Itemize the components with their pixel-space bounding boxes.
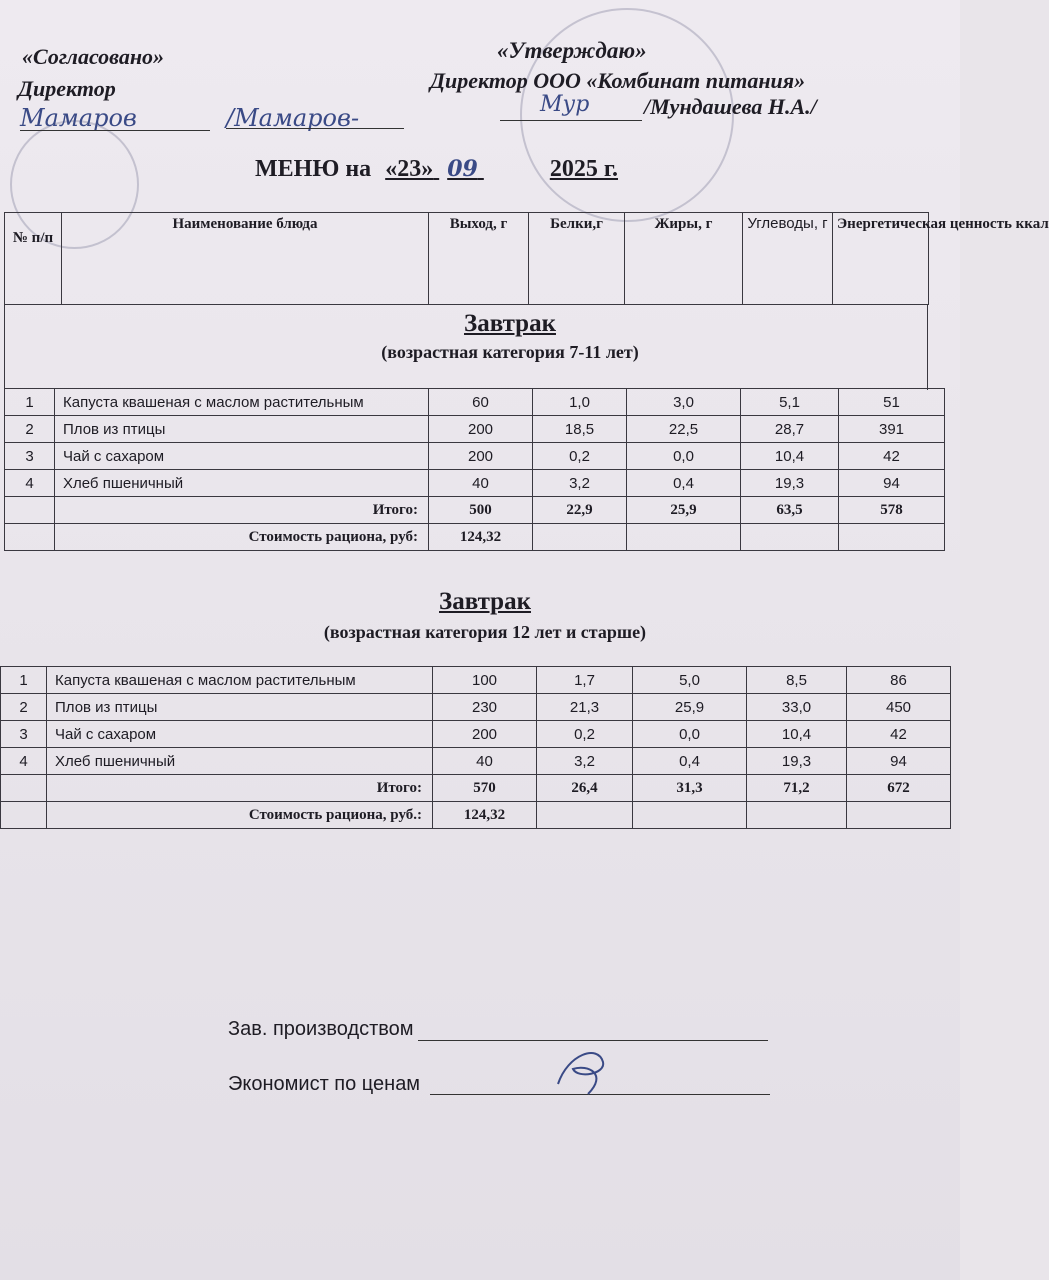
- dish-protein: 1,7: [537, 667, 633, 694]
- dish-carbs: 10,4: [741, 443, 839, 470]
- table-row: [1, 694, 951, 721]
- menu-date-day: [385, 156, 544, 183]
- dish-yield: 230: [433, 694, 537, 721]
- dish-name: Хлеб пшеничный: [47, 748, 433, 775]
- agreed-signature: Мамаров: [20, 104, 137, 132]
- row-number: 2: [1, 694, 47, 721]
- economist-signature-mark: [548, 1044, 618, 1104]
- section-1-title: Завтрак: [464, 310, 556, 337]
- menu-date-year: 2025 г.: [549, 156, 619, 182]
- total-spacer: [1, 775, 47, 802]
- total-label: Итого:: [47, 775, 433, 802]
- section-1-subtitle: (возрастная категория 7-11 лет): [381, 342, 639, 362]
- agreed-signature-name: /Мамаров-: [226, 104, 360, 132]
- column-yield: Выход, г: [429, 213, 529, 305]
- dish-yield: 40: [433, 748, 537, 775]
- column-protein: Белки,г: [529, 213, 625, 305]
- dish-protein: 0,2: [533, 443, 627, 470]
- total-fat: 25,9: [627, 497, 741, 524]
- table-row: [5, 443, 945, 470]
- row-number: 1: [5, 389, 55, 416]
- dish-kcal: 391: [839, 416, 945, 443]
- dish-carbs: 19,3: [747, 748, 847, 775]
- dish-kcal: 42: [839, 443, 945, 470]
- empty-cell: [741, 524, 839, 551]
- cost-row: [5, 524, 945, 551]
- dish-fat: 0,4: [633, 748, 747, 775]
- total-protein: 26,4: [537, 775, 633, 802]
- cost-label: Стоимость рациона, руб.:: [47, 802, 433, 829]
- dish-fat: 0,4: [627, 470, 741, 497]
- dish-carbs: 33,0: [747, 694, 847, 721]
- dish-fat: 22,5: [627, 416, 741, 443]
- production-manager-line: [418, 1040, 768, 1041]
- total-carbs: 63,5: [741, 497, 839, 524]
- approve-signature-line: [500, 120, 642, 121]
- total-kcal: 578: [839, 497, 945, 524]
- dish-fat: 3,0: [627, 389, 741, 416]
- cost-spacer: [5, 524, 55, 551]
- menu-title-prefix: МЕНЮ на: [255, 156, 372, 182]
- dish-carbs: 5,1: [741, 389, 839, 416]
- dish-fat: 0,0: [627, 443, 741, 470]
- cost-label: Стоимость рациона, руб:: [55, 524, 429, 551]
- dish-kcal: 51: [839, 389, 945, 416]
- empty-cell: [533, 524, 627, 551]
- dish-protein: 18,5: [533, 416, 627, 443]
- dish-yield: 60: [429, 389, 533, 416]
- menu-date-month: 09: [447, 156, 478, 182]
- total-kcal: 672: [847, 775, 951, 802]
- dish-kcal: 42: [847, 721, 951, 748]
- row-number: 4: [1, 748, 47, 775]
- production-manager-label: Зав. производством: [228, 1018, 414, 1040]
- total-protein: 22,9: [533, 497, 627, 524]
- dish-fat: 0,0: [633, 721, 747, 748]
- table-row: [1, 667, 951, 694]
- menu-title: [255, 156, 618, 183]
- row-number: 4: [5, 470, 55, 497]
- approve-position: Директор ООО «Комбинат питания»: [430, 68, 806, 93]
- agreed-name-line: [226, 128, 404, 129]
- empty-cell: [537, 802, 633, 829]
- section-2-table: [0, 666, 951, 829]
- section-2-subtitle: (возрастная категория 12 лет и старше): [323, 622, 647, 642]
- dish-kcal: 450: [847, 694, 951, 721]
- row-number: 1: [1, 667, 47, 694]
- total-row: [5, 497, 945, 524]
- agreed-signature-line: [20, 130, 210, 131]
- total-label: Итого:: [55, 497, 429, 524]
- total-yield: 570: [433, 775, 537, 802]
- dish-protein: 21,3: [537, 694, 633, 721]
- dish-protein: 3,2: [537, 748, 633, 775]
- row-number: 2: [5, 416, 55, 443]
- column-number: № п/п: [5, 213, 62, 305]
- dish-protein: 0,2: [537, 721, 633, 748]
- table-row: [5, 470, 945, 497]
- dish-name: Плов из птицы: [47, 694, 433, 721]
- total-spacer: [5, 497, 55, 524]
- column-carbs: Углеводы, г: [743, 213, 833, 305]
- section-2-title: Завтрак: [439, 588, 531, 615]
- dish-yield: 200: [429, 443, 533, 470]
- agreed-label: «Согласовано»: [22, 44, 165, 69]
- table-row: [1, 748, 951, 775]
- dish-name: Плов из птицы: [55, 416, 429, 443]
- empty-cell: [633, 802, 747, 829]
- approve-label: «Утверждаю»: [497, 38, 647, 63]
- dish-fat: 5,0: [633, 667, 747, 694]
- total-carbs: 71,2: [747, 775, 847, 802]
- dish-carbs: 28,7: [741, 416, 839, 443]
- cost-value: 124,32: [433, 802, 537, 829]
- total-fat: 31,3: [633, 775, 747, 802]
- dish-carbs: 19,3: [741, 470, 839, 497]
- column-fat: Жиры, г: [625, 213, 743, 305]
- dish-name: Хлеб пшеничный: [55, 470, 429, 497]
- dish-carbs: 8,5: [747, 667, 847, 694]
- dish-yield: 100: [433, 667, 537, 694]
- dish-kcal: 94: [847, 748, 951, 775]
- cost-row: [1, 802, 951, 829]
- dish-kcal: 94: [839, 470, 945, 497]
- dish-name: Капуста квашеная с маслом растительным: [55, 389, 429, 416]
- dish-protein: 1,0: [533, 389, 627, 416]
- empty-cell: [627, 524, 741, 551]
- dish-yield: 40: [429, 470, 533, 497]
- column-energy: Энергетическая ценность ккал: [833, 213, 929, 305]
- approve-name: /Мундашева Н.А./: [644, 94, 817, 119]
- economist-label: Экономист по ценам: [228, 1073, 421, 1095]
- menu-date-day-value: «23»: [385, 156, 434, 182]
- empty-cell: [747, 802, 847, 829]
- total-yield: 500: [429, 497, 533, 524]
- empty-cell: [839, 524, 945, 551]
- table-row: [1, 721, 951, 748]
- row-number: 3: [5, 443, 55, 470]
- section-1-table: [4, 388, 945, 551]
- cost-value: 124,32: [429, 524, 533, 551]
- dish-yield: 200: [429, 416, 533, 443]
- dish-name: Чай с сахаром: [47, 721, 433, 748]
- row-number: 3: [1, 721, 47, 748]
- cost-spacer: [1, 802, 47, 829]
- column-dish-name: Наименование блюда: [62, 213, 429, 305]
- table-row: [5, 416, 945, 443]
- empty-cell: [847, 802, 951, 829]
- dish-carbs: 10,4: [747, 721, 847, 748]
- approve-signature: Мур: [540, 92, 590, 117]
- dish-name: Капуста квашеная с маслом растительным: [47, 667, 433, 694]
- total-row: [1, 775, 951, 802]
- dish-yield: 200: [433, 721, 537, 748]
- dish-fat: 25,9: [633, 694, 747, 721]
- table-row: [5, 389, 945, 416]
- agreed-position: Директор: [18, 76, 116, 101]
- menu-table-header: [4, 212, 1049, 305]
- dish-name: Чай с сахаром: [55, 443, 429, 470]
- dish-kcal: 86: [847, 667, 951, 694]
- dish-protein: 3,2: [533, 470, 627, 497]
